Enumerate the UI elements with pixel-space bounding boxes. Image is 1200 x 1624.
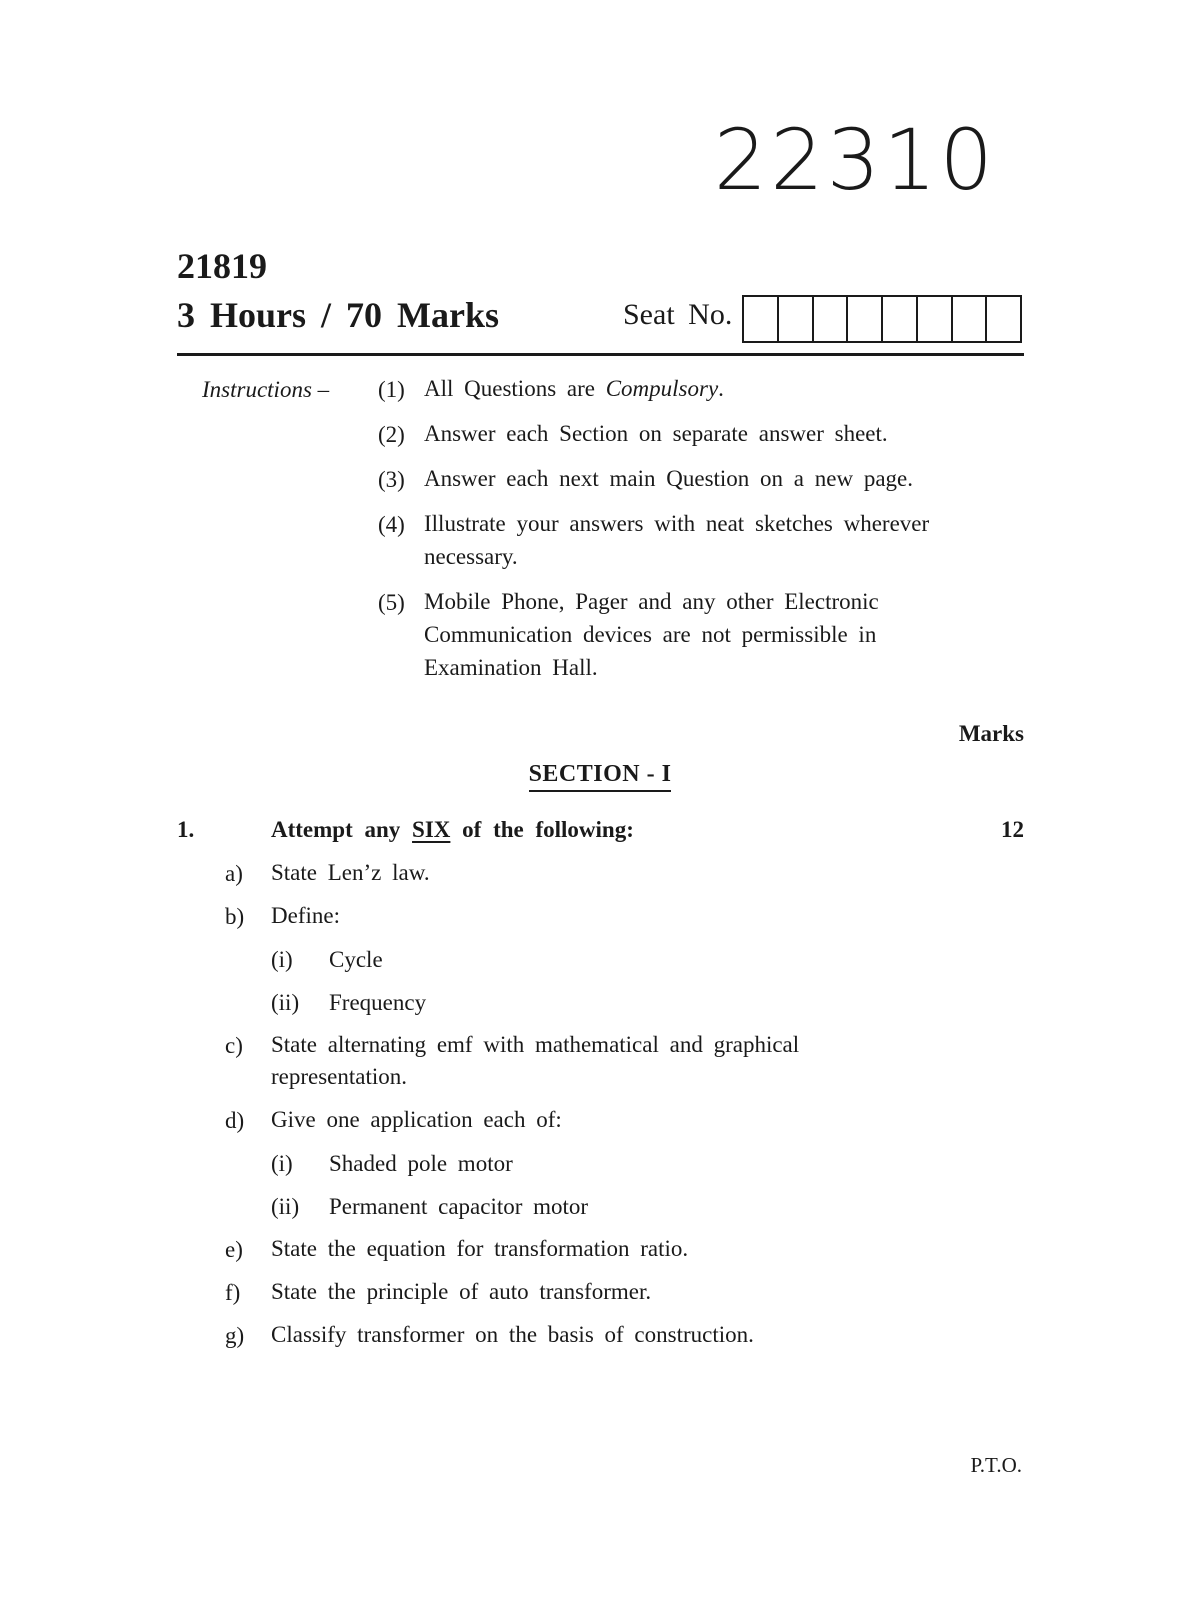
subpart-number: (ii) [271,990,300,1015]
seat-box [883,297,918,341]
question-marks: 12 [1001,817,1024,842]
seat-box [987,297,1020,341]
instruction-number: (2) [378,422,405,447]
part-text: State the principle of auto transformer. [271,1279,652,1304]
paper-code: 22310 [713,111,996,209]
subpart-text: Frequency [329,990,427,1015]
instruction-text-part: . [718,376,724,401]
part-text: Classify transformer on the basis of construction. [271,1322,754,1347]
section-title [0,762,1200,786]
seat-box [814,297,849,341]
part-text: State the equation for transformation ratio. [271,1236,689,1261]
marks-column-heading: Marks [958,721,1024,746]
instruction-text: Illustrate your answers with neat sketches wherever necessary. [424,511,930,569]
seat-box [744,297,779,341]
question-heading-underlined: SIX [412,817,451,842]
subpart-text: Permanent capacitor motor [329,1194,589,1219]
question-heading [271,818,634,841]
question-number: 1. [177,817,195,842]
page-turn-over: P.T.O. [970,1453,1022,1477]
part-letter: d) [225,1108,245,1133]
instruction-text [424,372,992,405]
subpart-text: Shaded pole motor [329,1151,513,1176]
part-letter: g) [225,1323,245,1348]
part-text: Give one application each of: [271,1107,562,1132]
instruction-number: (4) [378,512,405,537]
secondary-code: 21819 [177,246,267,286]
part-letter: a) [225,861,243,886]
instructions-label: Instructions – [202,377,330,402]
instruction-number: (1) [378,377,405,402]
duration-marks: 3 Hours / 70 Marks [177,295,500,335]
part-text: Define: [271,903,340,928]
instruction-text: Answer each Section on separate answer sheet. [424,421,888,446]
seat-number-boxes [742,295,1022,343]
subpart-number: (ii) [271,1194,300,1219]
question-heading-part: Attempt any [271,817,413,842]
part-letter: c) [225,1033,243,1058]
seat-number-label: Seat No. [623,298,733,331]
part-text: State alternating emf with mathematical and graphical representation. [271,1032,800,1089]
instruction-text: Mobile Phone, Pager and any other Electronic Communication devices are not permissible in Examination Hall. [424,589,879,680]
part-letter: b) [225,904,245,929]
section-title-text: SECTION - I [529,761,672,792]
instruction-number: (5) [378,590,405,615]
subpart-text: Cycle [329,947,383,972]
subpart-number: (i) [271,947,293,972]
part-text: State Len’z law. [271,860,430,885]
header-divider [177,353,1024,356]
seat-box [918,297,953,341]
instruction-text-emphasis: Compulsory [605,376,719,401]
instruction-text-part: All Questions are [424,376,606,401]
seat-box [953,297,988,341]
seat-box [848,297,883,341]
instruction-number: (3) [378,467,405,492]
seat-box [779,297,814,341]
subpart-number: (i) [271,1151,293,1176]
question-heading-part: of the following: [450,817,634,842]
part-letter: f) [225,1280,241,1305]
part-letter: e) [225,1237,243,1262]
instruction-text: Answer each next main Question on a new page. [424,466,913,491]
